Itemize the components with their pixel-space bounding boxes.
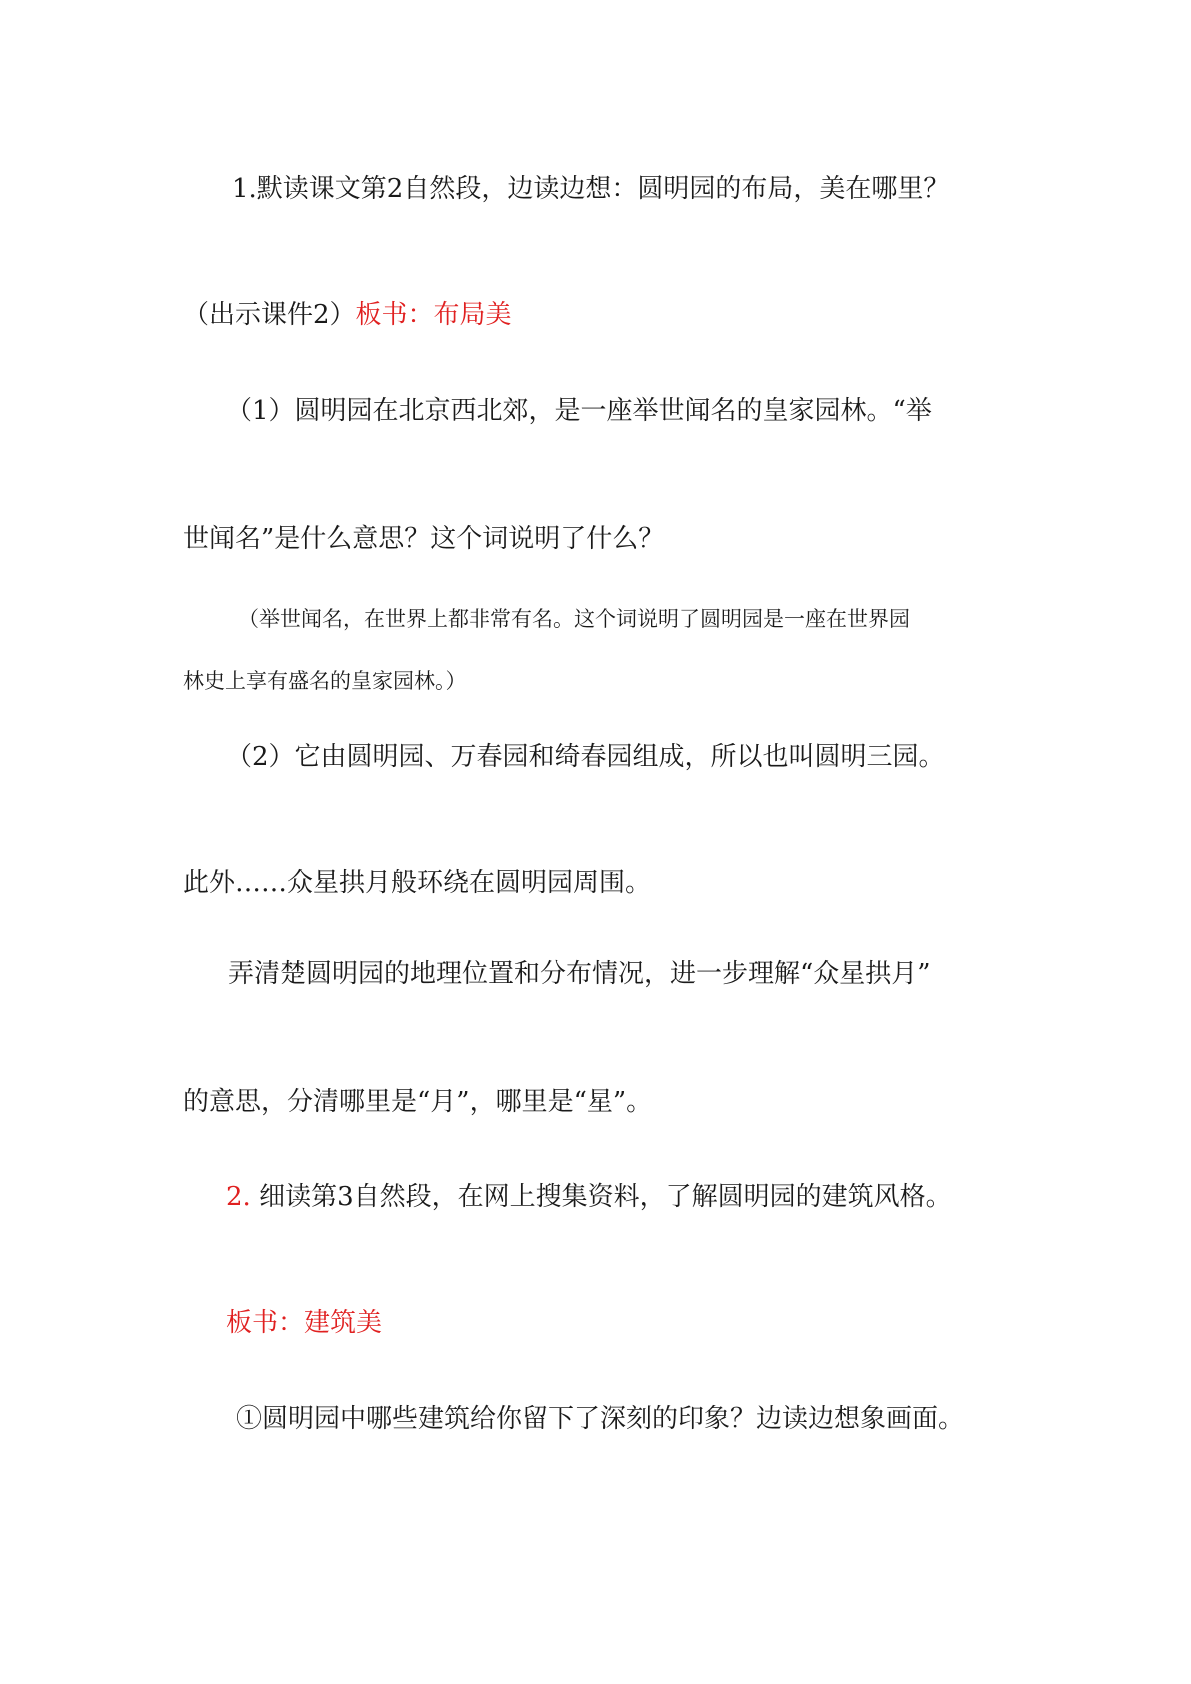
paragraph-2-line-2: 此外……众星拱月般环绕在圆明园周围。	[183, 868, 652, 898]
question-2-number: 2.	[226, 1182, 251, 1212]
answer-line-2: 林史上享有盛名的皇家园林。）	[183, 669, 467, 693]
item-1: ①圆明园中哪些建筑给你留下了深刻的印象？边读边想象画面。	[236, 1404, 965, 1434]
courseware-note: （出示课件2）	[183, 300, 356, 330]
board-note-architecture: 板书：建筑美	[226, 1308, 383, 1338]
question-2	[226, 1180, 952, 1214]
paragraph-1-line-1: （1）圆明园在北京西北郊，是一座举世闻名的皇家园林。“举	[226, 396, 932, 426]
board-note-layout: 板书：布局美	[355, 300, 512, 330]
question-1: 1.默读课文第2自然段，边读边想：圆明园的布局，美在哪里？	[232, 174, 950, 204]
paragraph-3-line-2: 的意思，分清哪里是“月”，哪里是“星”。	[183, 1087, 653, 1117]
courseware-line	[183, 298, 512, 332]
paragraph-1-line-2: 世闻名”是什么意思？这个词说明了什么？	[183, 524, 665, 554]
paragraph-3-line-1: 弄清楚圆明园的地理位置和分布情况，进一步理解“众星拱月”	[228, 959, 931, 989]
paragraph-2-line-1: （2）它由圆明园、万春园和绮春园组成，所以也叫圆明三园。	[226, 742, 945, 772]
answer-line-1: （举世闻名，在世界上都非常有名。这个词说明了圆明园是一座在世界园	[238, 607, 910, 631]
question-2-text: 细读第3自然段，在网上搜集资料，了解圆明园的建筑风格。	[250, 1182, 952, 1212]
